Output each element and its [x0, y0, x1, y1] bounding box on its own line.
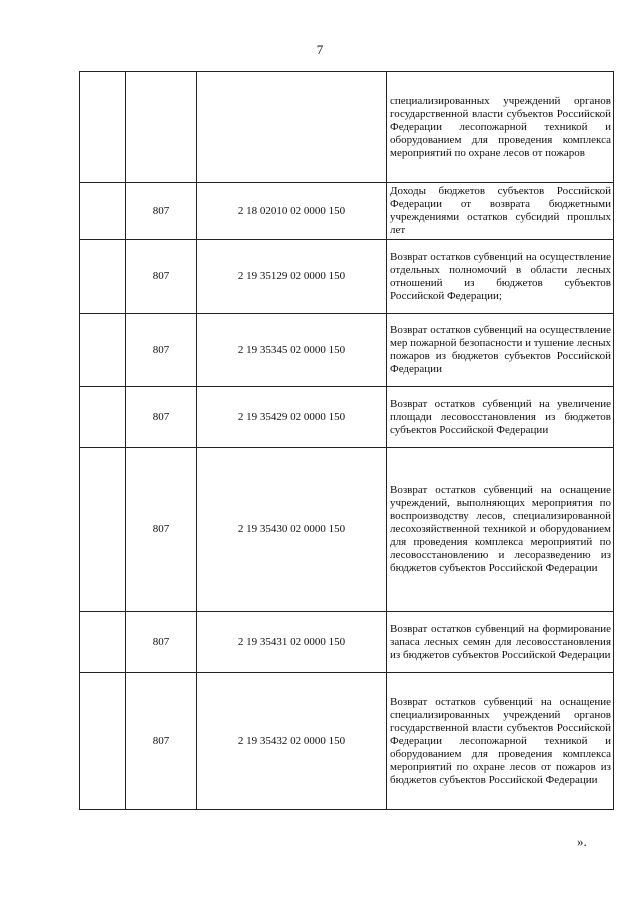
- description-text: Возврат остатков субвенций на осуществление мер пожарной безопасности и тушение лесных пожаров из бюджетов субъектов Российской Федерации: [390, 324, 611, 375]
- row-number-cell: [80, 612, 126, 673]
- description-cell: [387, 72, 614, 183]
- table-row: [80, 673, 614, 810]
- kbk-code-cell: 2 18 02010 02 0000 150: [197, 183, 387, 240]
- kbk-code-cell: 2 19 35430 02 0000 150: [197, 448, 387, 612]
- admin-code-cell: 807: [126, 387, 197, 448]
- table-row: [80, 387, 614, 448]
- description-cell: [387, 612, 614, 673]
- description-cell: [387, 448, 614, 612]
- admin-code-cell: [126, 72, 197, 183]
- kbk-code-cell: 2 19 35129 02 0000 150: [197, 240, 387, 314]
- kbk-code-cell: [197, 72, 387, 183]
- description-text: Возврат остатков субвенций на формирование запаса лесных семян для лесовосстановления из бюджетов субъектов Российской Федерации: [390, 622, 611, 661]
- description-cell: [387, 387, 614, 448]
- description-cell: [387, 240, 614, 314]
- kbk-code-cell: 2 19 35431 02 0000 150: [197, 612, 387, 673]
- description-text: Возврат остатков субвенций на оснащение специализированных учреждений органов государственной власти субъектов Российской Федерации лесопожарной техникой и оборудованием для проведения комплекса мероприятий по охране лесов от пожаров из бюджетов субъектов Российской Федерации: [390, 695, 611, 786]
- table-row: [80, 314, 614, 387]
- description-text: Возврат остатков субвенций на осуществление отдельных полномочий в области лесных отношений из бюджетов субъектов Российской Федерации;: [390, 250, 611, 302]
- admin-code-cell: 807: [126, 612, 197, 673]
- closing-quote-mark: ».: [577, 834, 587, 849]
- description-text: Доходы бюджетов субъектов Российской Федерации от возврата бюджетными учреждениями остатков субсидий прошлых лет: [390, 185, 611, 236]
- description-text: специализированных учреждений органов государственной власти субъектов Российской Федерации лесопожарной техникой и оборудованием для проведения комплекса мероприятий по охране лесов от пожаров: [390, 94, 611, 159]
- row-number-cell: [80, 72, 126, 183]
- row-number-cell: [80, 448, 126, 612]
- admin-code-cell: 807: [126, 673, 197, 810]
- kbk-code-cell: 2 19 35429 02 0000 150: [197, 387, 387, 448]
- row-number-cell: [80, 314, 126, 387]
- table-row: [80, 183, 614, 240]
- description-cell: [387, 183, 614, 240]
- kbk-code-cell: 2 19 35345 02 0000 150: [197, 314, 387, 387]
- table-row: [80, 612, 614, 673]
- table-row: [80, 72, 614, 183]
- page-number: 7: [316, 42, 324, 57]
- table-row: [80, 448, 614, 612]
- admin-code-cell: 807: [126, 240, 197, 314]
- description-cell: [387, 314, 614, 387]
- admin-code-cell: 807: [126, 183, 197, 240]
- table-row: [80, 240, 614, 314]
- description-text: Возврат остатков субвенций на оснащение учреждений, выполняющих мероприятия по воспроизводству лесов, специализированной лесохозяйственной техникой и оборудованием для проведения комплекса мероприятий по лесовосстановлению и лесоразведению из бюджетов субъектов Российской Федерации: [390, 484, 611, 574]
- admin-code-cell: 807: [126, 314, 197, 387]
- kbk-code-cell: 2 19 35432 02 0000 150: [197, 673, 387, 810]
- description-text: Возврат остатков субвенций на увеличение площади лесовосстановления из бюджетов субъектов Российской Федерации: [390, 397, 611, 436]
- budget-classification-table: [79, 71, 614, 810]
- description-cell: [387, 673, 614, 810]
- admin-code-cell: 807: [126, 448, 197, 612]
- row-number-cell: [80, 240, 126, 314]
- row-number-cell: [80, 673, 126, 810]
- row-number-cell: [80, 387, 126, 448]
- row-number-cell: [80, 183, 126, 240]
